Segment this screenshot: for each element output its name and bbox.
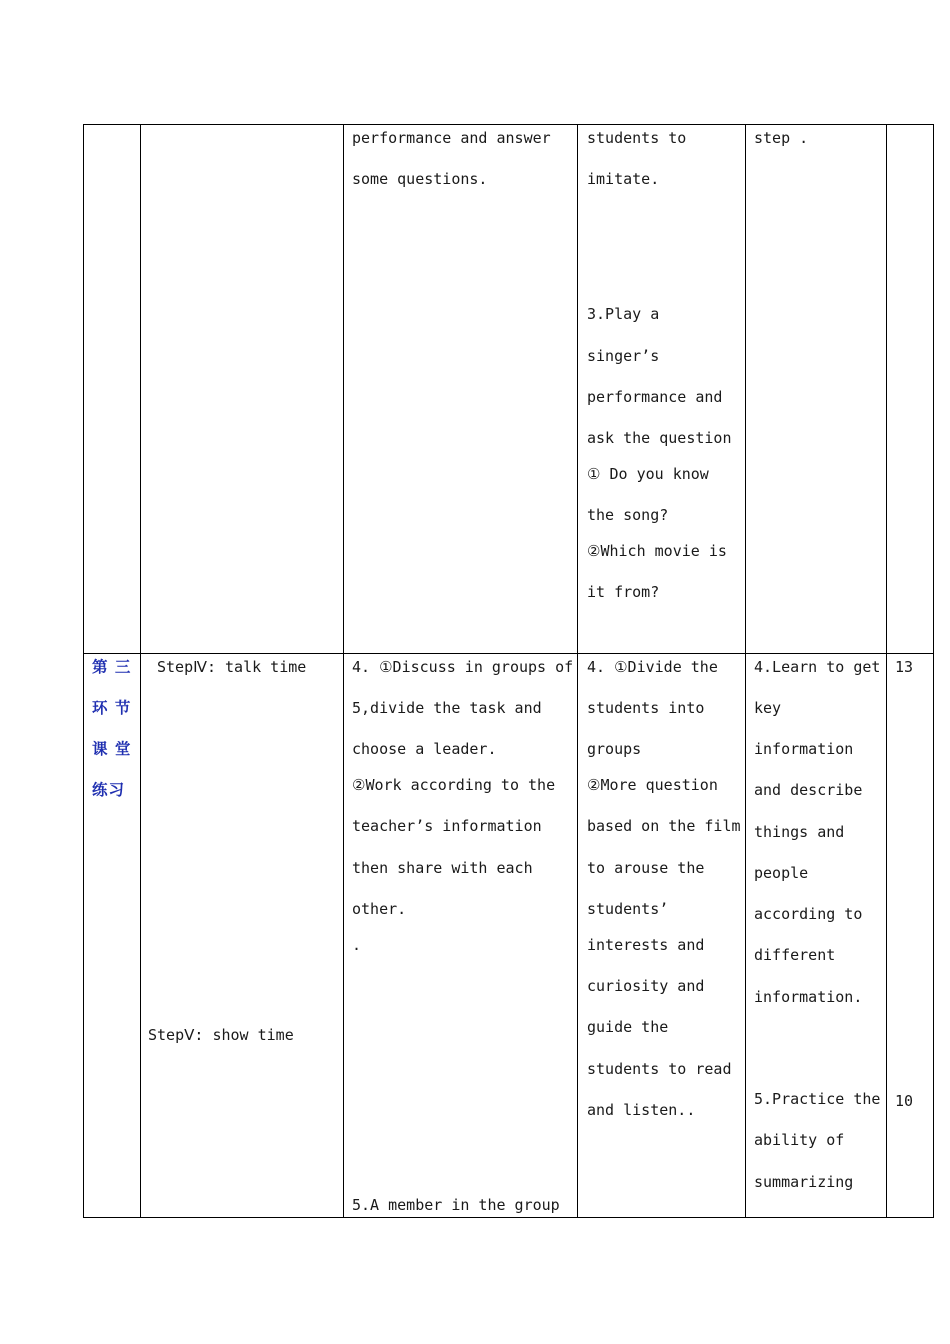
row2-activity-line: 5.A member in the group [352, 1196, 560, 1214]
section-label-line: 环 节 [92, 699, 132, 717]
row1-teacher-line: singer’s [587, 347, 660, 365]
row2-activity-line: ②Work according to the [352, 776, 556, 794]
row2-purpose-line: key [754, 699, 782, 717]
row1-teacher-line: ②Which movie is [587, 542, 727, 560]
row2-teacher-line: groups [587, 740, 642, 758]
row2-teacher-line: students’ [587, 900, 669, 918]
row2-purpose-line: and describe [754, 781, 863, 799]
row2-purpose-line: information [754, 740, 854, 758]
col-divider [577, 125, 578, 1217]
row2-purpose-line: different [754, 946, 836, 964]
step-title: StepⅤ: show time [148, 1026, 294, 1044]
row2-teacher-line: students to read [587, 1060, 732, 1078]
col-divider [745, 125, 746, 1217]
col-divider [343, 125, 344, 1217]
row1-teacher-line: performance and [587, 388, 723, 406]
row2-teacher-line: and listen.. [587, 1101, 696, 1119]
row1-teacher-line: imitate. [587, 170, 660, 188]
step-title: StepⅣ: talk time [157, 658, 307, 676]
row2-teacher-line: guide the [587, 1018, 669, 1036]
row1-teacher-line: 3.Play a [587, 305, 660, 323]
row2-teacher-line: interests and [587, 936, 705, 954]
row2-activity-line: then share with each [352, 859, 533, 877]
time-minutes: 10 [895, 1092, 914, 1110]
row2-activity-line: 5,divide the task and [352, 699, 542, 717]
row2-teacher-line: ②More question [587, 776, 718, 794]
row2-activity-line: teacher’s information [352, 817, 542, 835]
row1-teacher-line: the song? [587, 506, 669, 524]
row2-teacher-line: students into [587, 699, 705, 717]
row2-activity-line: other. [352, 900, 407, 918]
row2-purpose-line: according to [754, 905, 863, 923]
section-label-line: 课 堂 [92, 740, 132, 758]
row1-purpose-line: step . [754, 129, 809, 147]
row2-activity-line: choose a leader. [352, 740, 497, 758]
row2-purpose-line: people [754, 864, 809, 882]
row1-teacher-line: it from? [587, 583, 660, 601]
col-divider [140, 125, 141, 1217]
row2-teacher-line: based on the film [587, 817, 741, 835]
row2-purpose-line: summarizing [754, 1173, 854, 1191]
section-label-line: 练习 [92, 781, 126, 799]
row2-activity-line: . [352, 936, 362, 954]
row2-purpose-line: information. [754, 988, 863, 1006]
row1-teacher-line: students to [587, 129, 687, 147]
row1-activity-line: some questions. [352, 170, 488, 188]
row2-purpose-line: things and [754, 823, 845, 841]
row2-teacher-line: curiosity and [587, 977, 705, 995]
time-minutes: 13 [895, 658, 914, 676]
row2-teacher-line: 4. ①Divide the [587, 658, 718, 676]
row2-purpose-line: 4.Learn to get [754, 658, 881, 676]
col-divider [886, 125, 887, 1217]
row2-purpose-line: 5.Practice the [754, 1090, 881, 1108]
row2-purpose-line: ability of [754, 1131, 845, 1149]
row2-activity-line: 4. ①Discuss in groups of [352, 658, 574, 676]
row-divider [84, 653, 933, 654]
section-label-line: 第 三 [92, 658, 132, 676]
row1-activity-line: performance and answer [352, 129, 551, 147]
row1-teacher-line: ask the question [587, 429, 732, 447]
row2-teacher-line: to arouse the [587, 859, 705, 877]
row1-teacher-line: ① Do you know [587, 465, 709, 483]
